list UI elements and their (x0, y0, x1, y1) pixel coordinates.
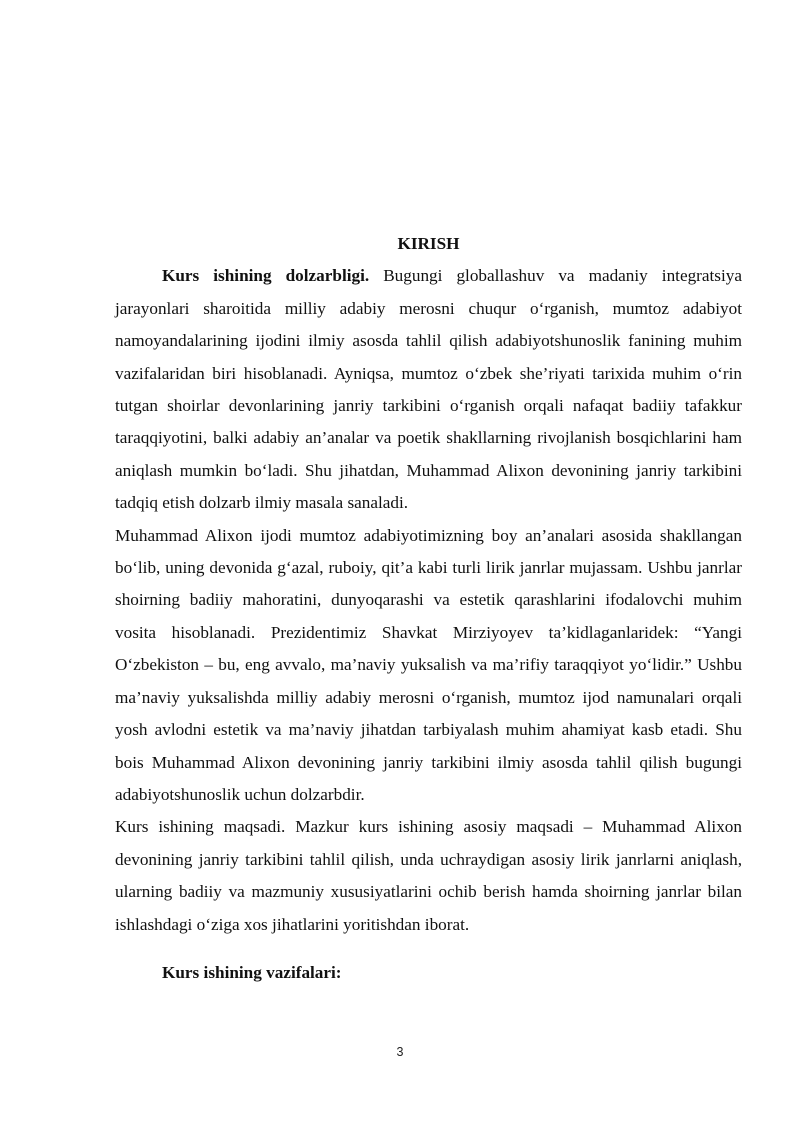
paragraph-text-relevance: Bugungi globallashuv va madaniy integratsiya jarayonlari sharoitida milliy adabiy merosni chuqur o‘rganish, mumtoz adabiyot namoyandalarining ijodini ilmiy asosda tahlil qilish adabiyotshunoslik fanining muhim vazifalaridan biri hisoblanadi. Ayniqsa, mumtoz o‘zbek she’riyati tarixida muhim o‘rin tutgan shoirlar devonlarining janriy tarkibini o‘rganish orqali nafaqat badiiy tafakkur taraqqiyotini, balki adabiy an’analar va poetik shakllarning rivojlanish bosqichlarini ham aniqlash mumkin bo‘ladi. Shu jihatdan, Muhammad Alixon devonining janriy tarkibini tadqiq etish dolzarb ilmiy masala sanaladi. (115, 266, 742, 513)
paragraph-lead-relevance: Kurs ishining dolzarbligi. (162, 266, 370, 286)
paragraph-relevance (115, 260, 742, 519)
document-body (115, 228, 742, 989)
tasks-heading: Kurs ishining vazifalari: (162, 962, 342, 982)
paragraph-goal: Kurs ishining maqsadi. Mazkur kurs ishining asosiy maqsadi – Muhammad Alixon devonining janriy tarkibini tahlil qilish, unda uchraydigan asosiy lirik janrlarni aniqlash, ularning badiiy va mazmuniy xususiyatlarini ochib berish hamda shoirning janrlar bilan ishlashdagi o‘ziga xos jihatlarini yoritishdan iborat. (115, 817, 742, 934)
page-number: 3 (396, 1045, 404, 1059)
paragraph-author-works: Muhammad Alixon ijodi mumtoz adabiyotimizning boy an’analari asosida shakllangan bo‘lib, uning devonida g‘azal, ruboiy, qit’a kabi turli lirik janrlar mujassam. Ushbu janrlar shoirning badiiy mahoratini, dunyoqarashi va estetik qarashlarini ifodalovchi muhim vosita hisoblanadi. Prezidentimiz Shavkat Mirziyoyev ta’kidlaganlaridek: “Yangi O‘zbekiston – bu, eng avvalo, ma’naviy yuksalish va ma’rifiy taraqqiyot yo‘lidir.” Ushbu ma’naviy yuksalishda milliy adabiy merosni o‘rganish, mumtoz ijod namunalari orqali yosh avlodni estetik va ma’naviy jihatdan tarbiyalash muhim ahamiyat kasb etadi. Shu bois Muhammad Alixon devonining janriy tarkibini ilmiy asosda tahlil qilish bugungi adabiyotshunoslik uchun dolzarbdir. (115, 525, 742, 804)
section-heading: KIRISH (397, 234, 460, 253)
